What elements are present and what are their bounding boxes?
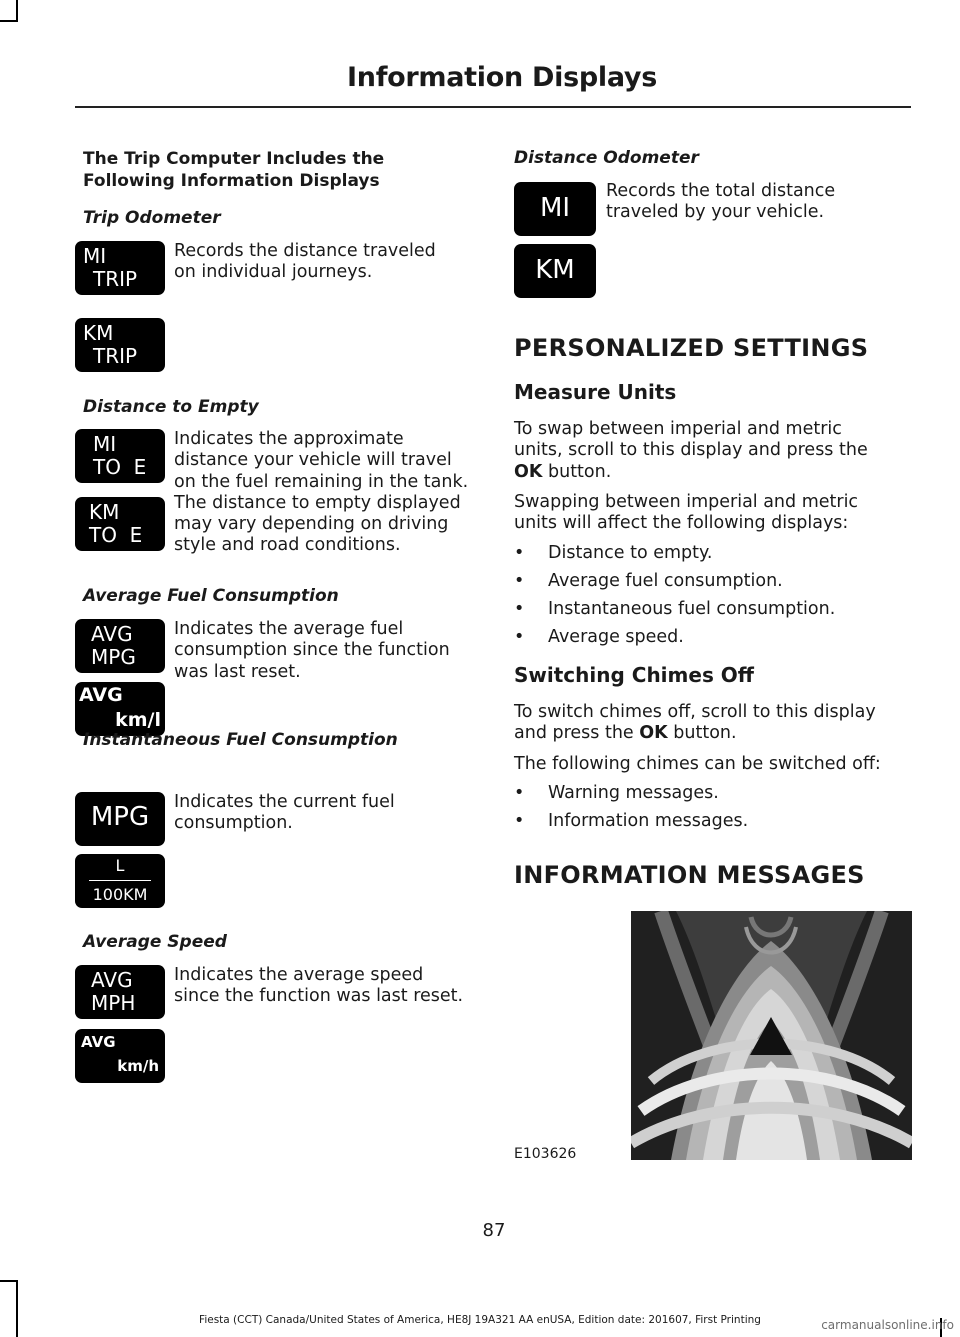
measure-units-paragraph: To swap between imperial and metric units, scroll to this display and press the OK button. bbox=[514, 419, 868, 482]
crop-mark bbox=[16, 0, 18, 22]
avg-mph-display-icon: AVG MPH bbox=[75, 965, 165, 1019]
avg-mpg-display-icon: AVG MPG bbox=[75, 619, 165, 673]
km-trip-display-icon: KM TRIP bbox=[75, 318, 165, 372]
crop-mark bbox=[16, 1280, 18, 1337]
image-reference-label: E103626 bbox=[514, 1146, 577, 1162]
km-odometer-display-icon: KM bbox=[514, 244, 596, 298]
measure-units-heading: Measure Units bbox=[514, 380, 677, 404]
avg-fuel-description: Indicates the average fuel consumption since the function was last reset. bbox=[174, 619, 450, 682]
page-title: Information Displays bbox=[347, 62, 657, 93]
avg-speed-heading: Average Speed bbox=[83, 932, 227, 952]
distance-odometer-description: Records the total distance traveled by your vehicle. bbox=[606, 181, 836, 223]
information-messages-heading: INFORMATION MESSAGES bbox=[514, 861, 865, 889]
mi-to-empty-display-icon: MI TO E bbox=[75, 429, 165, 483]
avg-kmh-display-icon: AVG km/h bbox=[75, 1029, 165, 1083]
avg-speed-description: Indicates the average speed since the function was last reset. bbox=[174, 965, 464, 1007]
distance-to-empty-heading: Distance to Empty bbox=[83, 397, 259, 417]
crop-mark bbox=[0, 1280, 18, 1282]
mi-odometer-display-icon: MI bbox=[514, 182, 596, 236]
km-to-empty-display-icon: KM TO E bbox=[75, 497, 165, 551]
chimes-paragraph: To switch chimes off, scroll to this display and press the OK button. bbox=[514, 702, 876, 744]
avg-fuel-heading: Average Fuel Consumption bbox=[83, 586, 339, 606]
page-number: 87 bbox=[482, 1220, 506, 1241]
avg-kml-display-icon: AVG km/l bbox=[75, 682, 165, 736]
chimes-list-intro: The following chimes can be switched off: bbox=[514, 754, 881, 774]
l-per-100km-display-icon: L 100KM bbox=[75, 854, 165, 908]
warning-display-illustration bbox=[631, 911, 912, 1160]
trip-odometer-heading: Trip Odometer bbox=[83, 208, 221, 228]
mi-trip-display-icon: MI TRIP bbox=[75, 241, 165, 295]
personalized-settings-heading: PERSONALIZED SETTINGS bbox=[514, 334, 869, 362]
crop-mark bbox=[0, 20, 18, 22]
instant-fuel-heading: Instantaneous Fuel Consumption bbox=[83, 730, 398, 750]
distance-odometer-heading: Distance Odometer bbox=[514, 148, 699, 168]
distance-to-empty-description: Indicates the approximate distance your vehicle will travel on the fuel remaining in the tank. The distance to empty displayed may vary depending on driving style and road conditions. bbox=[174, 429, 469, 556]
measure-units-affects-paragraph: Swapping between imperial and metric units will affect the following displays: bbox=[514, 492, 859, 534]
mpg-display-icon: MPG bbox=[75, 792, 165, 846]
instant-fuel-description: Indicates the current fuel consumption. bbox=[174, 792, 395, 834]
watermark: carmanualsonline.info bbox=[821, 1318, 954, 1332]
header-rule bbox=[75, 106, 911, 108]
footer-text: Fiesta (CCT) Canada/United States of America, HE8J 19A321 AA enUSA, Edition date: 201607, First Printing bbox=[199, 1314, 761, 1326]
section-title: The Trip Computer Includes the Following Information Displays bbox=[83, 149, 385, 191]
switching-chimes-heading: Switching Chimes Off bbox=[514, 663, 755, 687]
trip-odometer-description: Records the distance traveled on individual journeys. bbox=[174, 241, 436, 283]
